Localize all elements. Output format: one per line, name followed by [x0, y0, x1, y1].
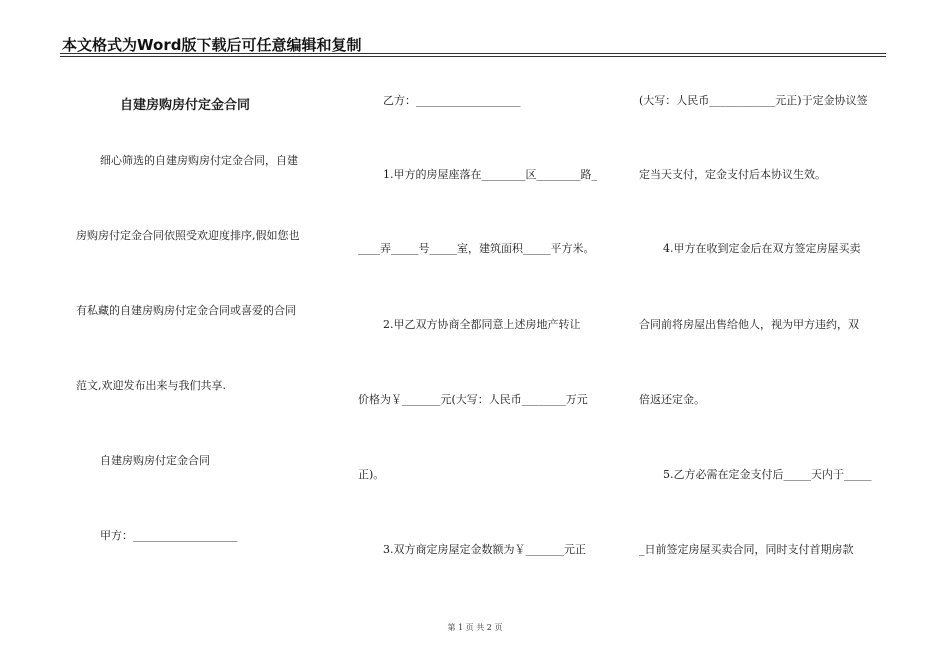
document-title: 自建房购房付定金合同	[120, 98, 251, 113]
col1-line-5: 自建房购房付定金合同	[100, 454, 210, 467]
col2-line-2: 1.甲方的房屋座落在________区________路_	[383, 168, 597, 181]
col1-line-3: 有私藏的自建房购房付定金合同或喜爱的合同	[76, 304, 296, 317]
col2-line-5: 价格为￥_______元(大写：人民币________万元	[358, 393, 588, 406]
col1-line-2: 房购房付定金合同依照受欢迎度排序,假如您也	[76, 229, 300, 242]
col2-line-4: 2.甲乙双方协商全都同意上述房地产转让	[383, 318, 581, 331]
col3-line-4: 合同前将房屋出售给他人，视为甲方违约，双	[639, 318, 859, 331]
col3-line-1: (大写：人民币____________元正)于定金协议签	[639, 94, 868, 107]
col2-line-6: 正)。	[358, 468, 385, 481]
header-rule-secondary	[60, 56, 886, 57]
document-header: 本文格式为Word版下载后可任意编辑和复制	[62, 36, 362, 54]
page-number: 第 1 页 共 2 页	[447, 623, 503, 632]
header-rule	[60, 53, 886, 54]
col3-line-3: 4.甲方在收到定金后在双方签定房屋买卖	[663, 242, 861, 255]
col2-line-7: 3.双方商定房屋定金数额为￥_______元正	[383, 543, 586, 556]
col2-line-3: ____弄_____号_____室，建筑面积_____平方米。	[358, 242, 595, 255]
col3-line-5: 倍返还定金。	[639, 393, 705, 406]
col1-line-4: 范文,欢迎发布出来与我们共享.	[76, 379, 226, 392]
party-b-line: 乙方：___________________	[383, 94, 521, 107]
party-a-line: 甲方：___________________	[100, 529, 238, 542]
col3-line-2: 定当天支付，定金支付后本协议生效。	[639, 168, 826, 181]
col1-line-1: 细心筛选的自建房购房付定金合同，自建	[100, 154, 298, 167]
col3-line-7: _日前签定房屋买卖合同，同时支付首期房款	[639, 543, 854, 556]
col3-line-6: 5.乙方必需在定金支付后_____天内于_____	[663, 468, 872, 481]
